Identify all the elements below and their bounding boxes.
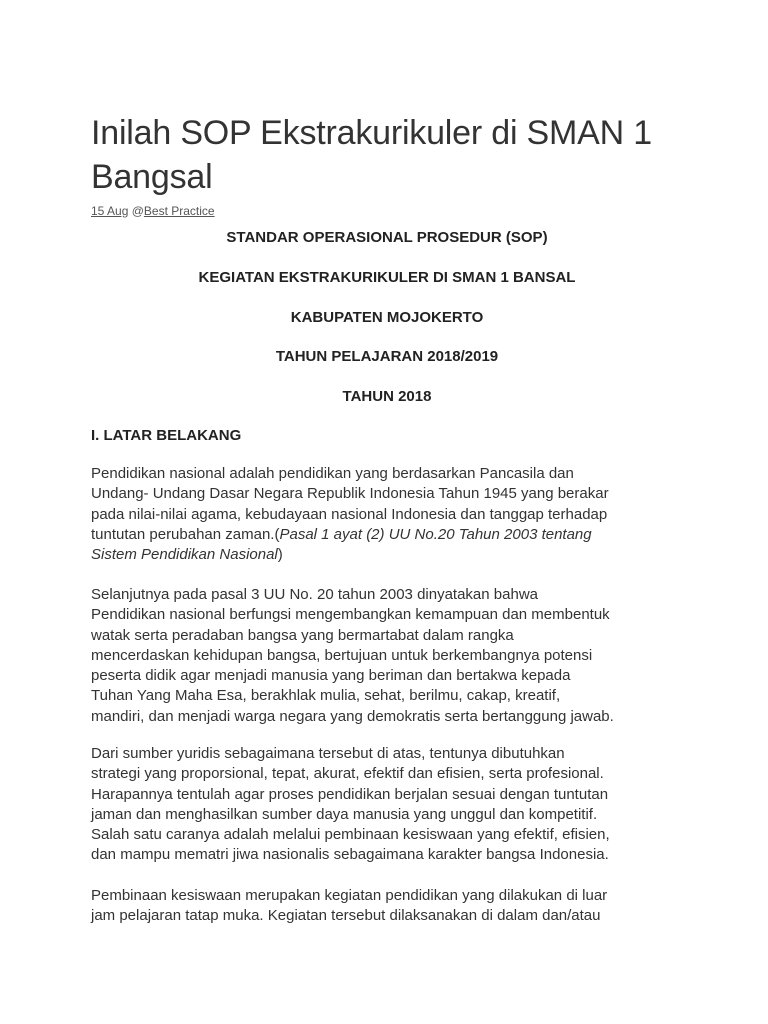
paragraph-2: Selanjutnya pada pasal 3 UU No. 20 tahun 2003 dinyatakan bahwa Pendidikan nasional berfungsi mengembangkan kemampuan dan membentuk watak serta peradaban bangsa yang bermartabat dalam rangka mencerdaskan kehidupan bangsa, bertujuan untuk berkembangnya potensi peserta didik agar menjadi manusia yang beriman dan bertakwa kepada Tuhan Yang Maha Esa, berakhlak mulia, sehat, berilmu, cakap, kreatif, mandiri, dan menjadi warga negara yang demokratis serta bertanggung jawab. [91, 586, 614, 725]
at-symbol: @ [131, 204, 144, 218]
paragraph-1-citation: Pasal 1 ayat (2) UU No.20 Tahun 2003 tentang Sistem Pendidikan Nasional [91, 525, 592, 564]
school-year-line: TAHUN PELAJARAN 2018/2019 [275, 348, 499, 365]
article-meta [91, 203, 215, 219]
year-line: TAHUN 2018 [342, 388, 432, 405]
section-heading-latar-belakang: I. LATAR BELAKANG [91, 427, 242, 444]
date-link[interactable]: 15 Aug [91, 204, 129, 218]
sop-title-line: STANDAR OPERASIONAL PROSEDUR (SOP) [226, 229, 548, 246]
paragraph-3: Dari sumber yuridis sebagaimana tersebut di atas, tentunya dibutuhkan strategi yang proporsional, tepat, akurat, efektif dan efisien, serta profesional. Harapannya tentulah agar proses pendidikan berjalan sesuai dengan tuntutan jaman dan menghasilkan sumber daya manusia yang unggul dan kompetitif. Salah satu caranya adalah melalui pembinaan kesiswaan yang efektif, efisien, dan mampu mematri jiwa nasionalis sebagaimana karakter bangsa Indonesia. [91, 745, 610, 864]
paragraph-1 [91, 464, 691, 565]
paragraph-4: Pembinaan kesiswaan merupakan kegiatan pendidikan yang dilakukan di luar jam pelajaran tatap muka. Kegiatan tersebut dilaksanakan di dalam dan/atau [91, 887, 608, 925]
article-title: Inilah SOP Ekstrakurikuler di SMAN 1 Bangsal [91, 114, 652, 196]
paragraph-1-close: ) [277, 546, 283, 564]
regency-line: KABUPATEN MOJOKERTO [290, 309, 484, 326]
activity-title-line: KEGIATAN EKSTRAKURIKULER DI SMAN 1 BANSAL [198, 269, 576, 286]
category-link[interactable]: Best Practice [143, 204, 215, 218]
paragraph-1-text: Pendidikan nasional adalah pendidikan yang berdasarkan Pancasila dan Undang- Undang Dasar Negara Republik Indonesia Tahun 1945 yang berakar pada nilai-nilai agama, kebudayaan nasional Indonesia dan tanggap terhadap tuntutan perubahan zaman.( [91, 465, 609, 543]
